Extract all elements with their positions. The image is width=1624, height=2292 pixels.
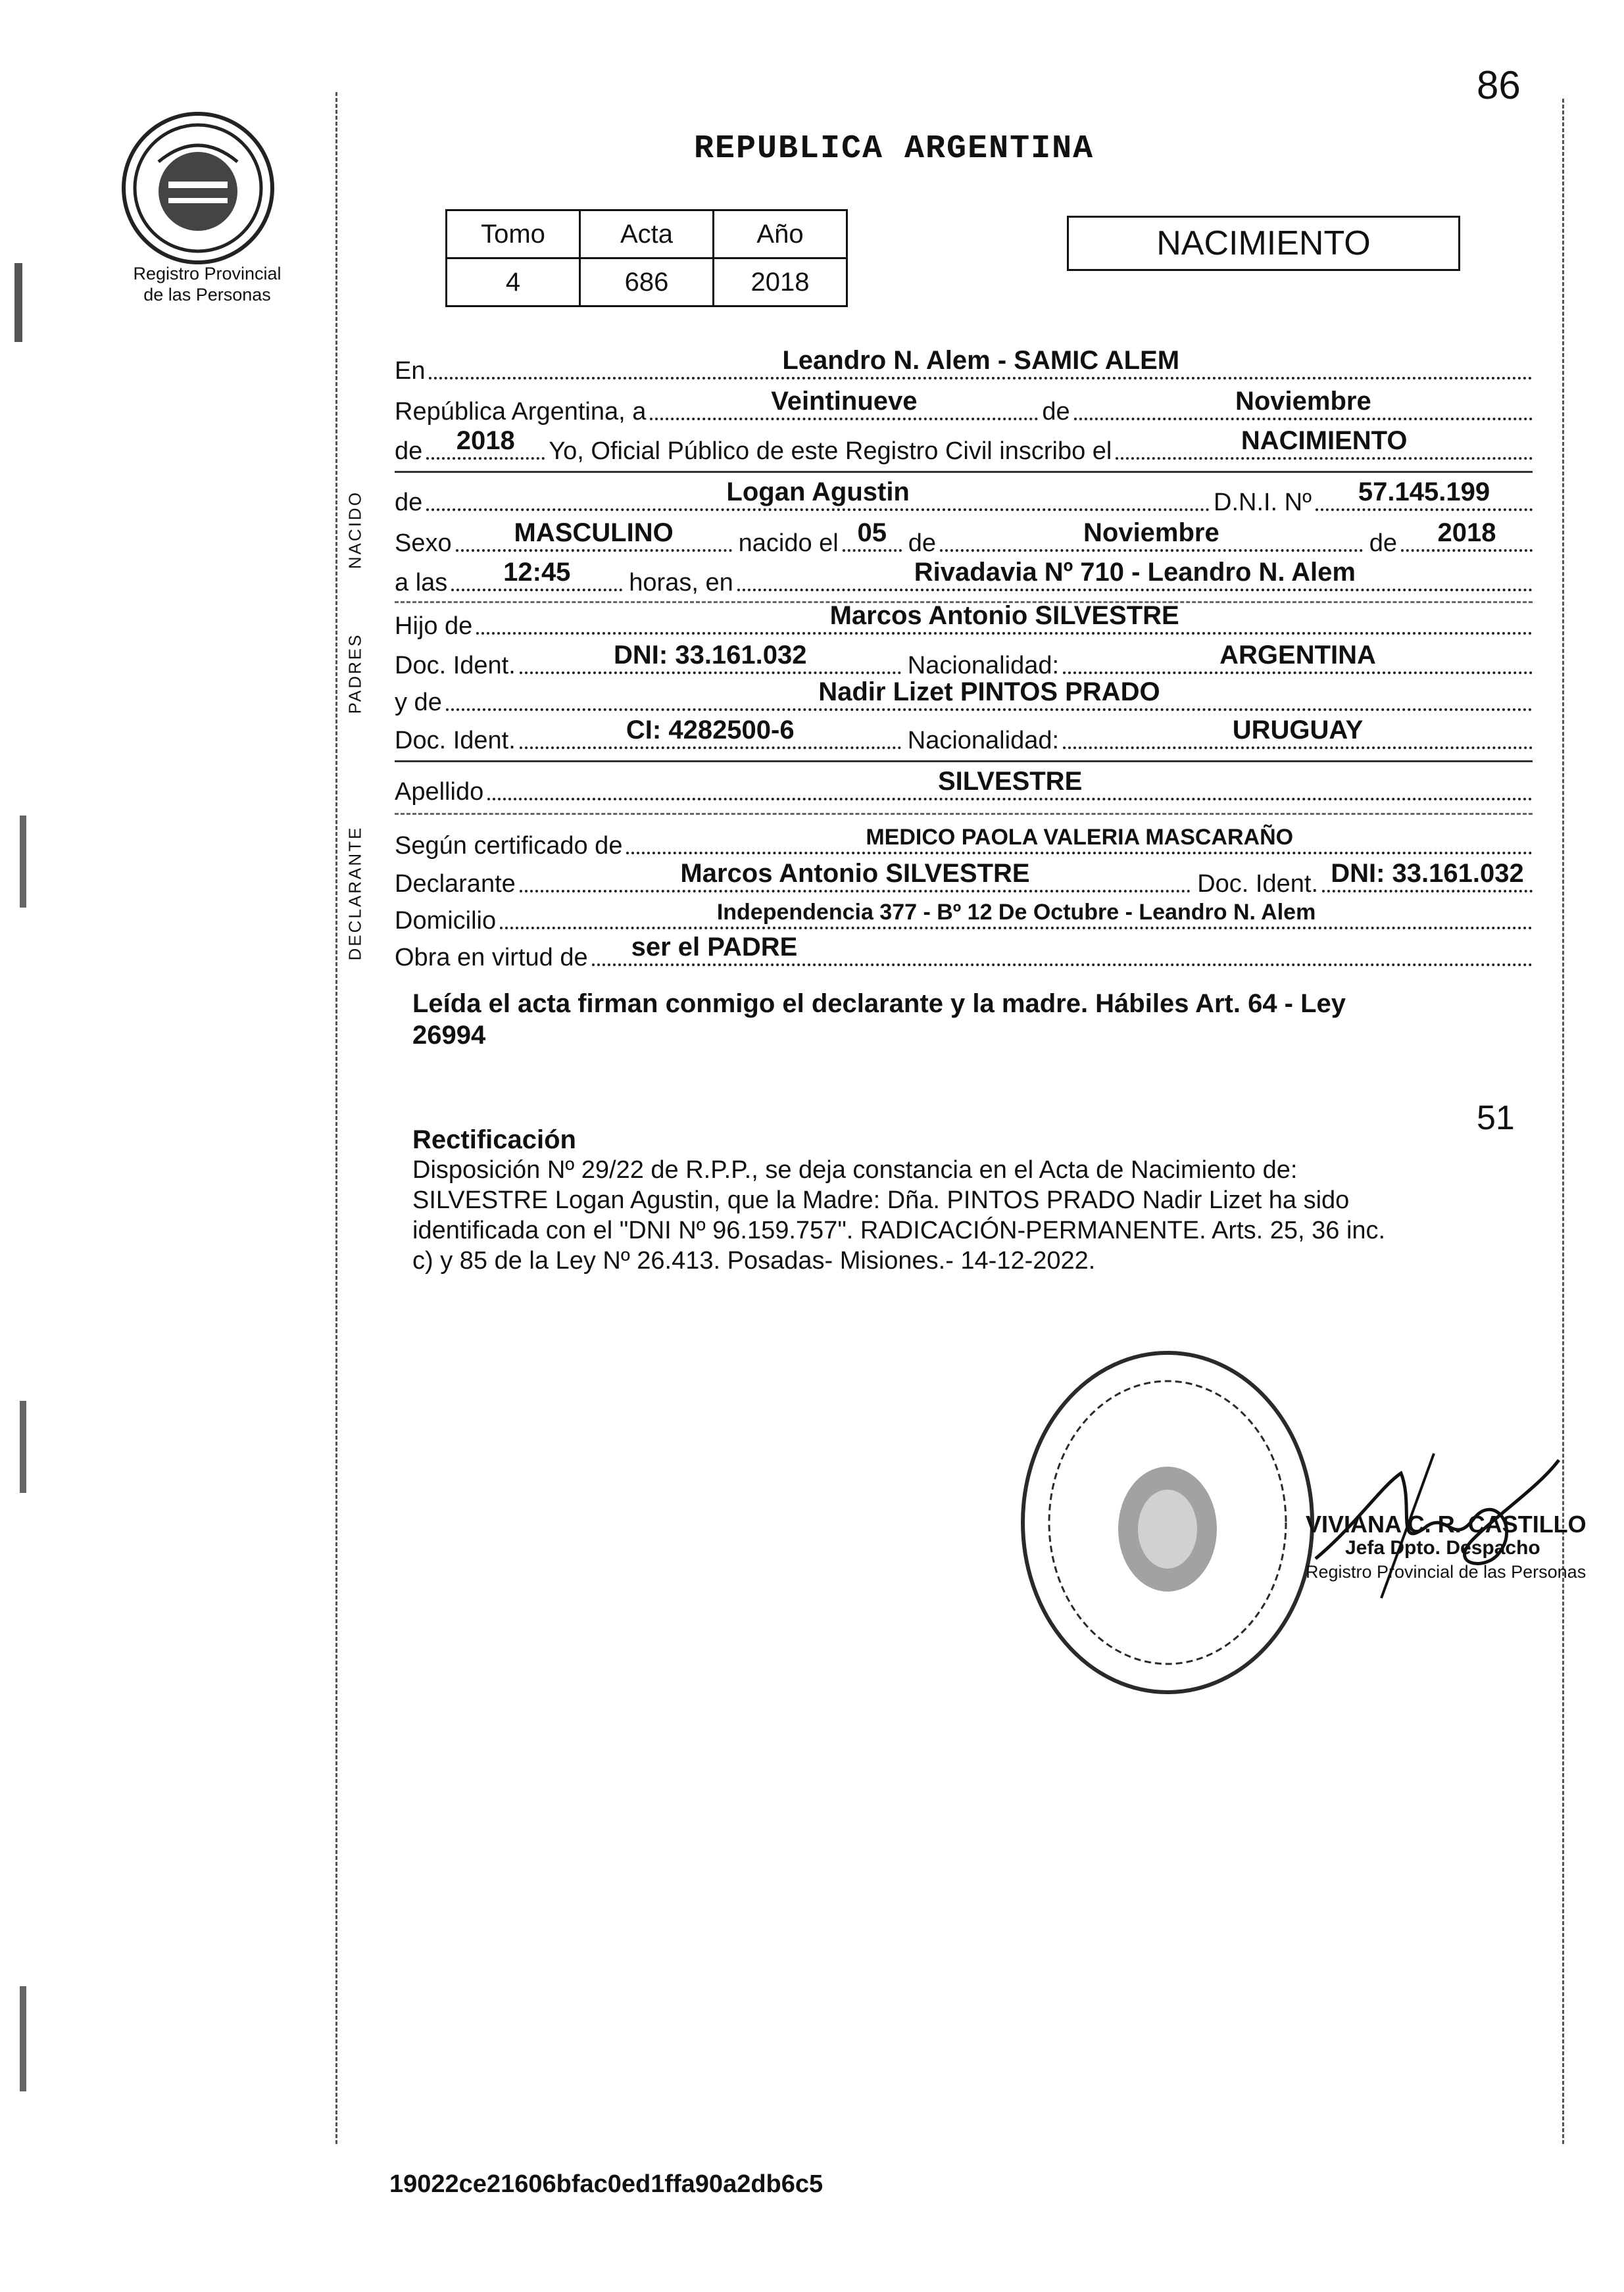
row-hora [395,560,1533,597]
birth-time: 12:45 [503,558,571,587]
signer-org: Registro Provincial de las Personas [1306,1562,1587,1582]
rectification-line-4: c) y 85 de la Ley Nº 26.413. Posadas- Misiones.- 14-12-2022. [412,1247,1096,1275]
closing-line-2: 26994 [412,1021,486,1050]
row-en [395,346,1533,385]
dotted-field [520,716,901,749]
section-label-padres: PADRES [345,633,365,714]
label: nacido el [738,529,839,557]
row-obra [395,935,1533,972]
dotted-field [626,825,1533,854]
scan-artifact [20,1401,26,1493]
row-nacido-name [395,477,1533,517]
dotted-field [520,859,1191,892]
label: y de [395,689,442,716]
label: Obra en virtud de [395,944,588,971]
country-title: REPUBLICA ARGENTINA [694,130,1095,168]
label: Doc. Ident. [395,652,516,679]
birth-day: 05 [857,518,887,547]
certificate: MEDICO PAOLA VALERIA MASCARAÑO [866,825,1294,850]
place-of-registration: Leandro N. Alem - SAMIC ALEM [782,346,1180,375]
father-nationality: ARGENTINA [1219,641,1376,670]
dotted-field [1074,387,1533,420]
section-divider [395,471,1533,473]
surname: SILVESTRE [937,767,1083,796]
row-hijo-de [395,601,1533,641]
label: Doc. Ident. [1197,870,1318,898]
label: de [1042,398,1070,426]
logo-caption [115,263,299,305]
rectification-line-3: identificada con el "DNI Nº 96.159.757". RADICACIÓN-PERMANENTE. Arts. 25, 36 inc. [412,1217,1386,1244]
dotted-field [520,641,901,674]
label: D.N.I. Nº [1214,489,1312,516]
rectification-line-1: Disposición Nº 29/22 de R.P.P., se deja constancia en el Acta de Nacimiento de: [412,1156,1298,1184]
father-name: Marcos Antonio SILVESTRE [829,601,1179,630]
dotted-field [843,518,902,552]
section-divider [395,760,1533,762]
acta-header: Acta [580,210,714,258]
row-declarante [395,859,1533,898]
label: Según certificado de [395,832,623,860]
dotted-field [737,558,1533,591]
label: Domicilio [395,907,497,935]
rectification-title: Rectificación [412,1125,576,1154]
child-sex: MASCULINO [514,518,674,547]
rectification-line-2: SILVESTRE Logan Agustin, que la Madre: Dña. PINTOS PRADO Nadir Lizet ha sido [412,1186,1350,1214]
scan-artifact [20,816,26,908]
row-sexo [395,518,1533,558]
declarant-capacity: ser el PADRE [631,933,798,962]
section-divider [395,813,1533,815]
page-number: 86 [1477,63,1521,107]
declarant-address: Independencia 377 - Bº 12 De Octubre - Leandro N. Alem [716,900,1316,925]
tomo-header: Tomo [447,210,580,258]
dotted-field [446,677,1533,711]
document-hash: 19022ce21606bfac0ed1ffa90a2db6c5 [389,2170,824,2198]
mother-nationality: URUGUAY [1232,716,1364,744]
acta-value: 686 [580,258,714,306]
label: Doc. Ident. [395,727,516,754]
label: de [1369,529,1397,557]
father-doc: DNI: 33.161.032 [614,641,807,670]
registry-stamp-icon [1016,1345,1319,1700]
declarant-doc: DNI: 33.161.032 [1331,859,1524,888]
dotted-field [1322,859,1533,892]
child-dni: 57.145.199 [1358,477,1490,506]
row-y-de [395,677,1533,717]
mother-doc: CI: 4282500-6 [626,716,795,744]
act-type: NACIMIENTO [1241,426,1408,455]
logo-caption-line1: Registro Provincial [133,264,282,283]
registration-month: Noviembre [1235,387,1371,416]
label: de [395,489,423,516]
label: República Argentina, a [395,398,647,426]
anio-header: Año [714,210,847,258]
dotted-field [451,558,622,591]
official-stamp [1016,1345,1319,1700]
right-margin-line [1562,99,1564,2144]
child-name: Logan Agustin [726,477,910,506]
label: Sexo [395,529,452,557]
label: Apellido [395,778,484,806]
closing-statement [412,988,1531,1051]
label: de [395,437,423,465]
birth-year: 2018 [1437,518,1496,547]
dotted-field [592,933,1533,966]
dotted-field [1401,518,1533,552]
closing-line-1: Leída el acta firman conmigo el declarante y la madre. Hábiles Art. 64 - Ley [412,989,1346,1018]
scan-artifact [20,1986,26,2091]
dotted-field [1063,641,1533,674]
province-logo [122,112,274,264]
section-label-nacido: NACIDO [345,490,365,570]
dotted-field [1116,426,1533,460]
province-seal-icon [126,116,270,260]
label: a las [395,569,448,597]
dotted-field [426,477,1210,511]
dotted-field [500,900,1533,929]
label: Yo, Oficial Público de este Registro Civil inscribo el [549,437,1112,465]
declarant-name: Marcos Antonio SILVESTRE [680,859,1030,888]
row-apellido [395,769,1533,806]
dotted-field [456,518,732,552]
dotted-field [429,346,1533,379]
birth-month: Noviembre [1083,518,1219,547]
dotted-field [476,601,1533,635]
row-father-doc [395,643,1533,680]
note-number: 51 [1477,1099,1515,1137]
signer-name: VIVIANA C. R. CASTILLO [1306,1511,1587,1538]
scan-artifact [14,263,22,342]
signature-block [1306,1513,1615,1584]
dotted-field [487,767,1533,800]
label: En [395,357,426,385]
row-certificado [395,823,1533,860]
rectification-block [412,1125,1531,1276]
row-mother-doc [395,718,1533,755]
section-label-declarante: DECLARANTE [345,825,365,961]
reference-table [445,209,848,307]
label: Nacionalidad: [907,727,1060,754]
logo-caption-line2: de las Personas [143,285,271,305]
row-republica [395,389,1533,426]
tomo-value: 4 [447,258,580,306]
row-domicilio [395,898,1533,935]
mother-name: Nadir Lizet PINTOS PRADO [818,677,1160,706]
label: de [908,529,937,557]
signer-role: Jefa Dpto. Despacho [1345,1537,1540,1559]
label: horas, en [629,569,733,597]
registration-day: Veintinueve [771,387,918,416]
dotted-field [1316,477,1533,511]
dotted-field [1063,716,1533,749]
dotted-field [650,387,1038,420]
left-margin-line [335,92,337,2144]
label: Declarante [395,870,516,898]
row-inscribo [395,426,1533,466]
dotted-field [426,426,545,460]
registration-year: 2018 [456,426,515,455]
dotted-field [940,518,1363,552]
record-type-box: NACIMIENTO [1067,216,1460,271]
label: Nacionalidad: [907,652,1060,679]
birth-place: Rivadavia Nº 710 - Leandro N. Alem [914,558,1356,587]
label: Hijo de [395,612,473,640]
anio-value: 2018 [714,258,847,306]
